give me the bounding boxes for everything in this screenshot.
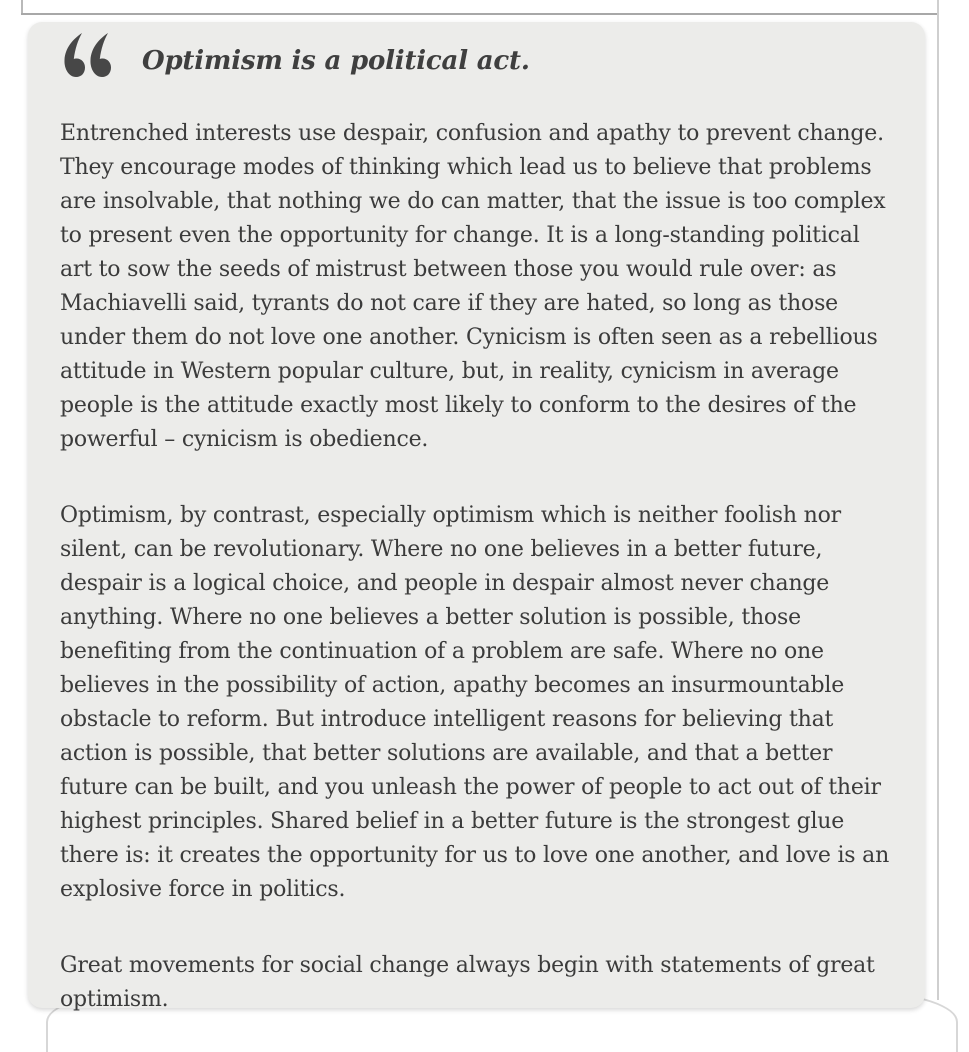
content-column-right-border bbox=[937, 0, 939, 1000]
quote-body bbox=[28, 22, 925, 1017]
quote-paragraph-1: Entrenched interests use despair, confusion and apathy to prevent change. They encourage modes of thinking which lead us to believe that problems are insolvable, that nothing we do can matter, that the issue is too complex to present even the opportunity for change. It is a long-standing political art to sow the seeds of mistrust between those you would rule over: as Machiavelli said, tyrants do not care if they are hated, so long as those under them do not love one another. Cynicism is often seen as a rebellious attitude in Western popular culture, but, in reality, cynicism in average people is the attitude exactly most likely to conform to the desires of the powerful – cynicism is obedience. bbox=[60, 121, 886, 452]
quote-paragraph-2: Optimism, by contrast, especially optimism which is neither foolish nor silent, can be revolutionary. Where no one believes in a better future, despair is a logical choice, and people in despair almost never change anything. Where no one believes a better solution is possible, those benefiting from the continuation of a problem are safe. Where no one believes in the possibility of action, apathy becomes an insurmountable obstacle to reform. But introduce intelligent reasons for believing that action is possible, that better solutions are available, and that a better future can be built, and you unleash the power of people to act out of their highest principles. Shared belief in a better future is the strongest glue there is: it creates the opportunity for us to love one another, and love is an explosive force in politics. bbox=[60, 503, 890, 902]
quote-card bbox=[28, 22, 925, 1012]
quote-title: Optimism is a political act. bbox=[142, 46, 530, 76]
previous-card-bottom-border bbox=[21, 13, 938, 15]
previous-card-left-border bbox=[21, 0, 23, 14]
quote-paragraph-3: Great movements for social change always begin with statements of great optimism. bbox=[60, 953, 875, 1012]
